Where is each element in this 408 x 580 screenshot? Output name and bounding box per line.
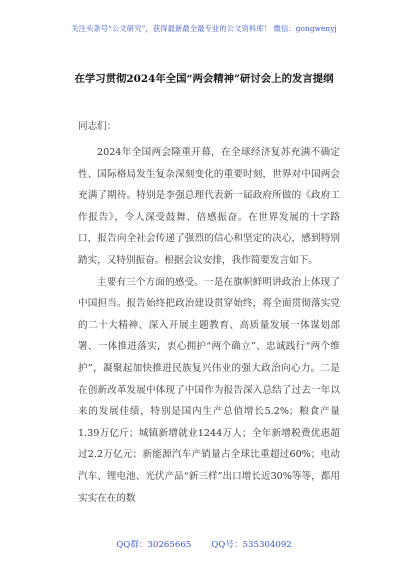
footer-qq: QQ号：535304092 xyxy=(211,540,292,550)
header-banner: 关注头条号“公文研究”，获得最新最全最专业的公文资料库！ 微信：gongwenyj xyxy=(71,24,337,33)
paragraph-1: 2024年全国两会隆重开幕，在全球经济复苏充满不确定性、国际格局发生复杂深刻变化的重要时刻，世界对中国两会充满了期待。特别是李强总理代表新一届政府所做的《政府工作报告》，令人深受鼓舞、倍感振奋。在世界发展的十字路口，报告向全社会传递了强烈的信心和坚定的决心，感到特别踏实，又特别振奋。根据会议安排，我作简要发言如下。 xyxy=(78,147,340,266)
paragraph-2: 主要有三个方面的感受。一是在旗帜鲜明讲政治上体现了中国担当。报告始终把政治建设贯穿始终，将全面贯彻落实党的二十大精神、深入开展主题教育、高质量发展一体谋划部署、一体推进落实，衷心拥护“两个确立”、忠诚践行“两个维护”，凝聚起加快推进民族复兴伟业的强大政治向心力。二是在创新改革发展中体现了中国作为报告深入总结了过去一年以来的发展佳绩，特别是国内生产总值增长5.2%；粮食产量1.39万亿斤；城镇新增就业1244万人；全年新增税费优惠超过2.2万亿元；新能源汽车产销量占全球比重超过60%；电动汽车、锂电池、光伏产品“新三样”出口增长近30%等等，都用实实在在的数 xyxy=(78,276,340,504)
greeting: 同志们： xyxy=(78,121,117,132)
footer-qq-group: QQ群：30265665 xyxy=(116,540,192,550)
document-body xyxy=(78,142,340,509)
footer-contact xyxy=(0,538,408,550)
document-title: 在学习贯彻2024年全国“两会精神”研讨会上的发言提纲 xyxy=(74,73,334,85)
